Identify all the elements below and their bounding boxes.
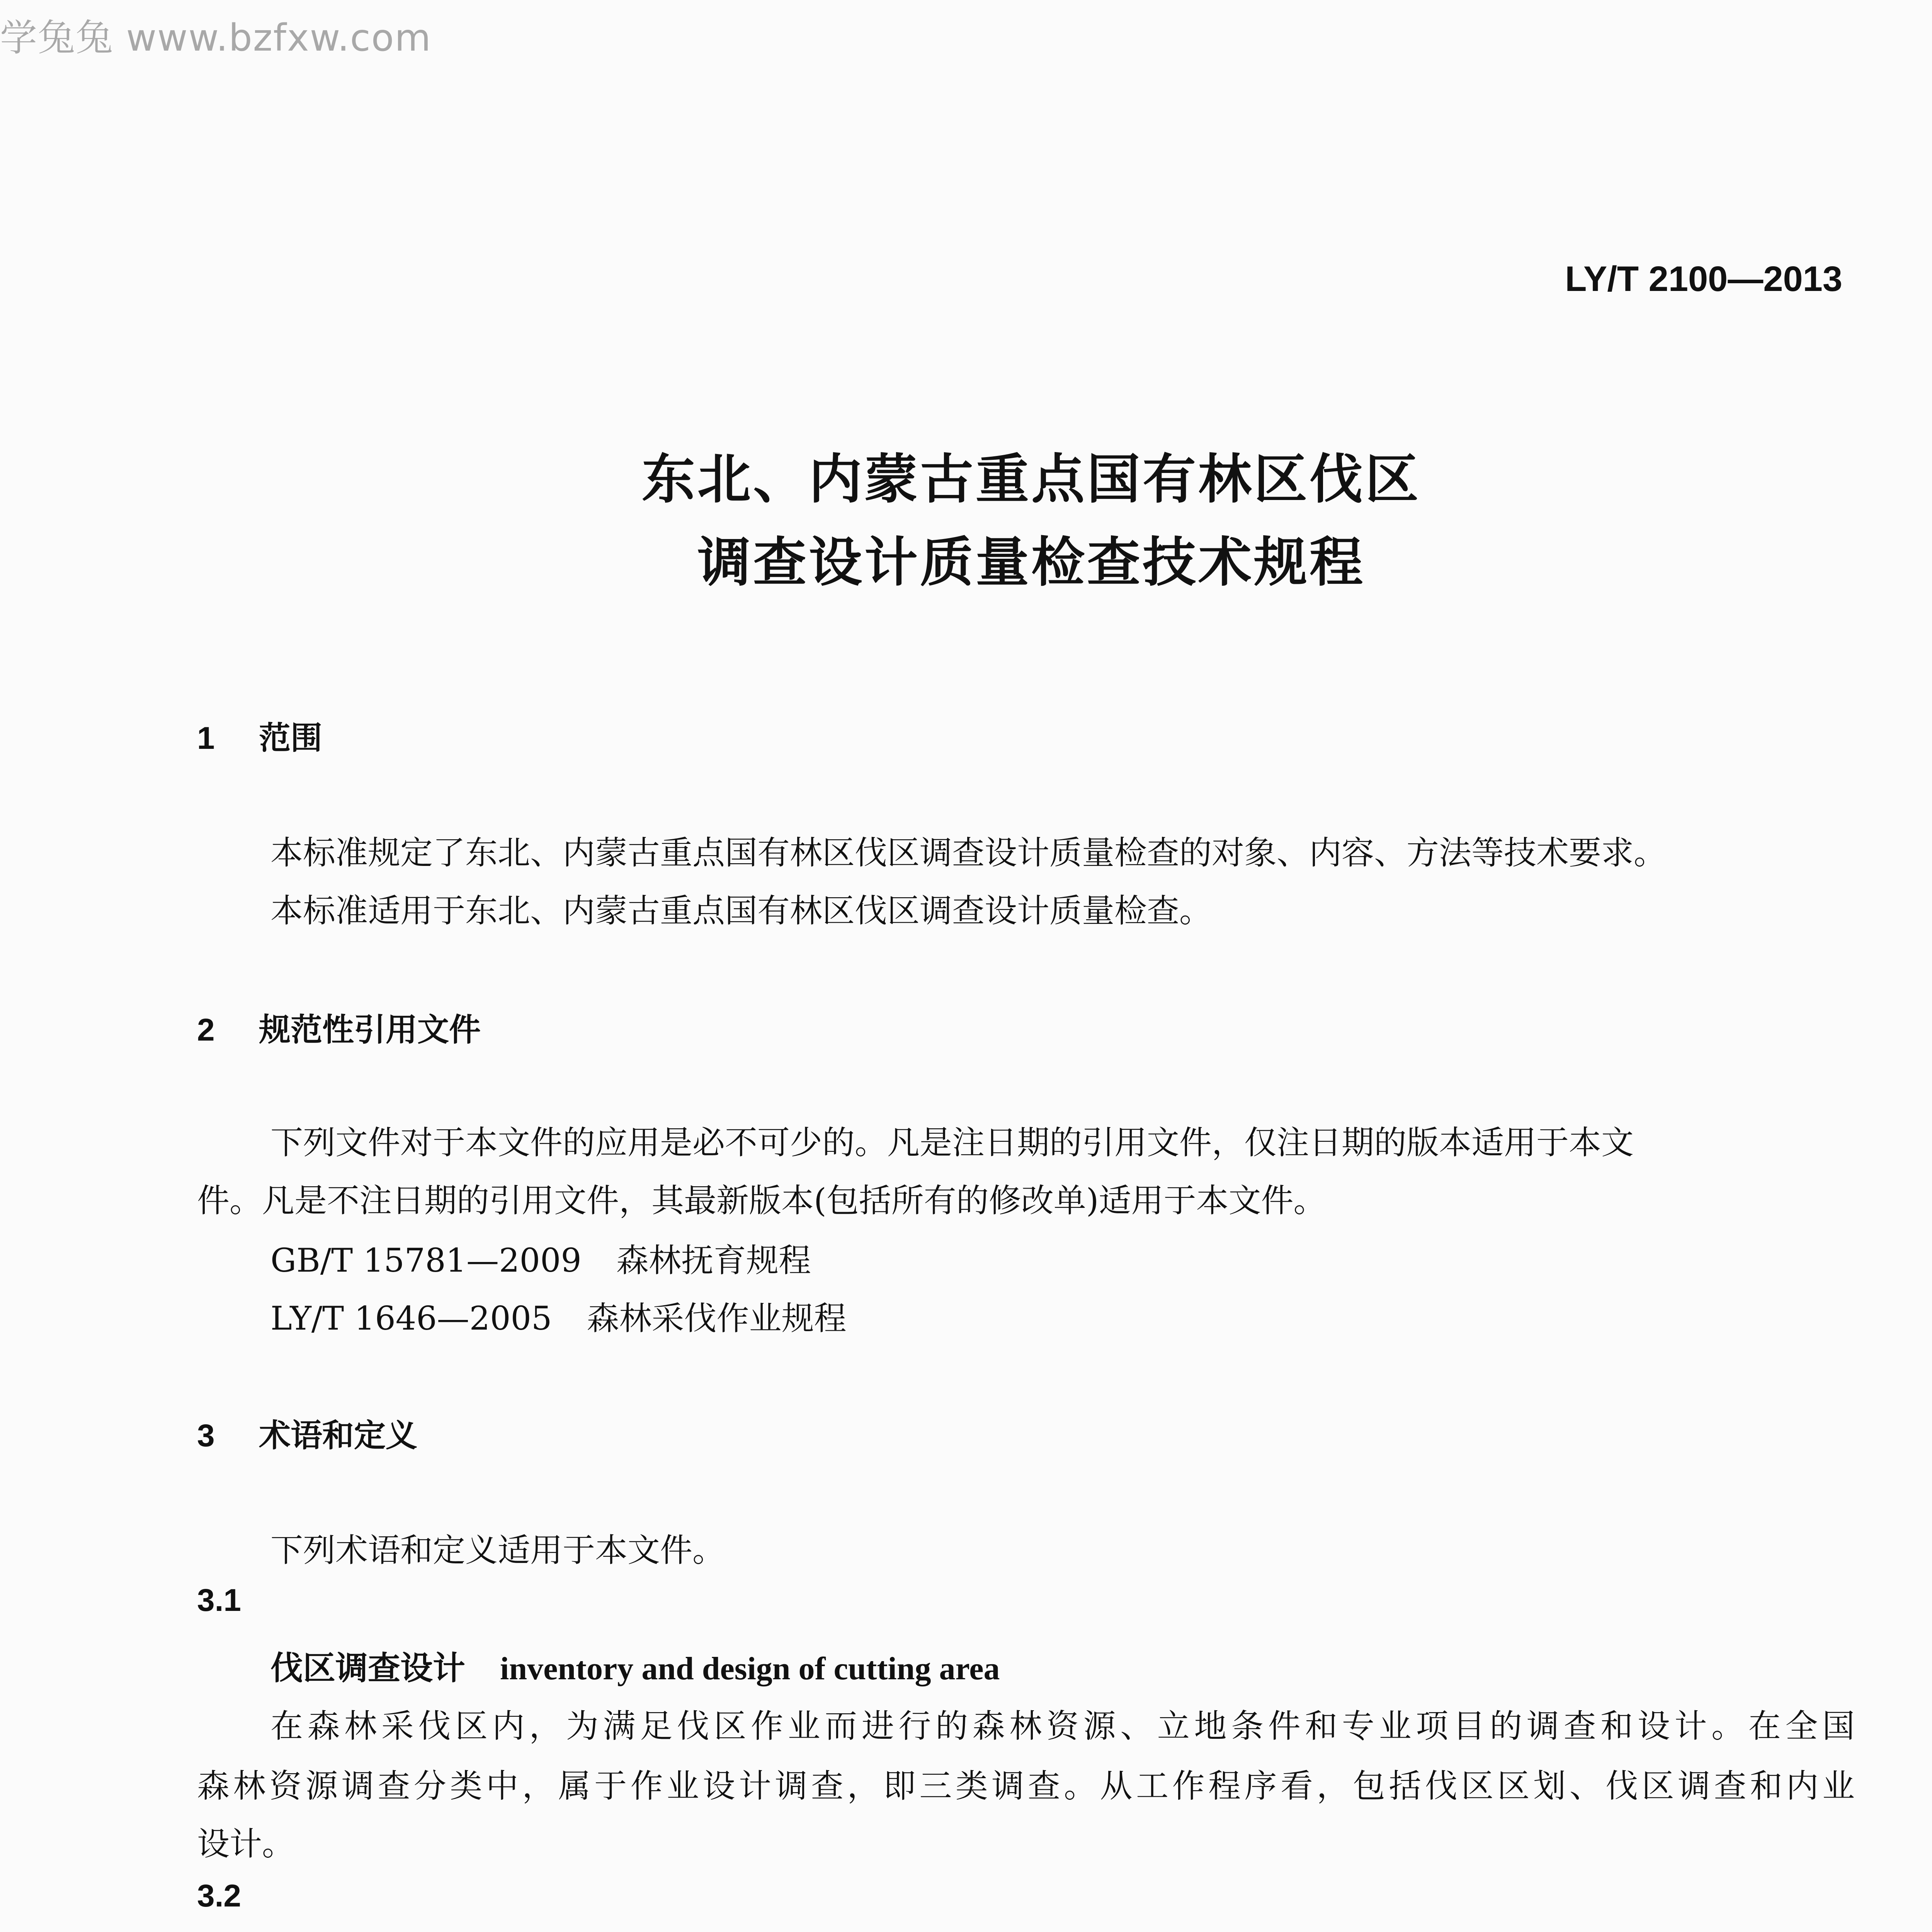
term-number: 3.1 [197,1583,241,1618]
section-number: 3 [197,1418,215,1453]
section-1-heading [197,713,322,758]
definition-line: 在森林采伐区内，为满足伐区作业而进行的森林资源、立地条件和专业项目的调查和设计。在全国 [270,1707,1855,1745]
reference-code: LY/T 1646—2005 [270,1299,552,1337]
term-chinese: 伐区调查设计 [270,1649,466,1687]
paragraph: 下列术语和定义适用于本文件。 [270,1531,725,1569]
section-2-heading [197,1005,481,1050]
watermark: 学兔兔 www.bzfxw.com [0,16,432,60]
definition-line: 森林资源调查分类中，属于作业设计调查，即三类调查。从工作程序看，包括伐区区划、伐区调查和内业 [197,1767,1855,1805]
term-number: 3.2 [197,1878,241,1913]
section-3-heading [197,1410,417,1456]
section-title: 范围 [259,720,323,757]
reference-name: 森林抚育规程 [616,1242,811,1279]
title-line-1: 东北、内蒙古重点国有林区伐区 [641,448,1421,510]
title-line-2: 调查设计质量检查技术规程 [697,531,1365,594]
reference-item [270,1235,811,1281]
definition-line: 设计。 [197,1825,295,1863]
section-number: 1 [197,721,215,756]
reference-name: 森林采伐作业规程 [587,1299,847,1337]
term-heading [270,1642,1000,1689]
paragraph: 本标准规定了东北、内蒙古重点国有林区伐区调查设计质量检查的对象、内容、方法等技术要求。 [270,834,1667,872]
section-number: 2 [197,1012,215,1048]
reference-code: GB/T 15781—2009 [270,1242,582,1279]
reference-item [270,1293,846,1339]
paragraph-continuation: 件。凡是不注日期的引用文件，其最新版本(包括所有的修改单)适用于本文件。 [197,1182,1326,1219]
paragraph: 本标准适用于东北、内蒙古重点国有林区伐区调查设计质量检查。 [270,892,1212,930]
section-title: 规范性引用文件 [259,1012,481,1048]
term-english: inventory and design of cutting area [500,1651,1000,1687]
paragraph: 下列文件对于本文件的应用是必不可少的。凡是注日期的引用文件，仅注日期的版本适用于本文 [270,1124,1634,1162]
document-code: LY/T 2100—2013 [1565,259,1842,299]
section-title: 术语和定义 [259,1417,418,1454]
